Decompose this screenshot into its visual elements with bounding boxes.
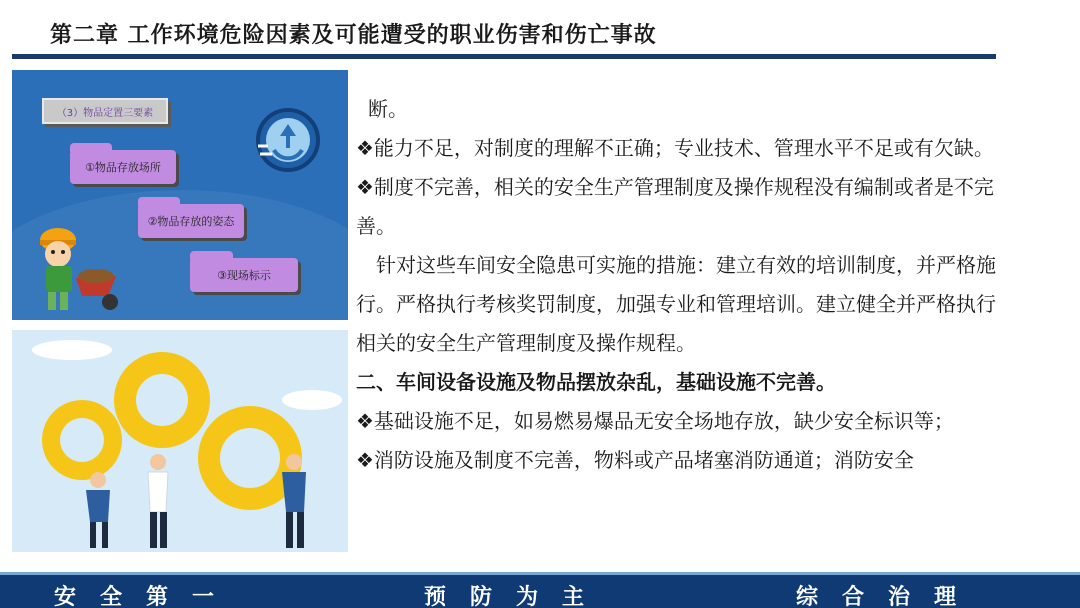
page-title: 第二章 工作环境危险因素及可能遭受的职业伤害和伤亡事故 [50, 23, 657, 48]
slogan-comprehensive-governance: 综合治理 [796, 585, 981, 608]
slogan-safety-first: 安全第一 [54, 585, 239, 608]
folder-site-marking: ③现场标示 [190, 258, 298, 292]
body-text [356, 90, 996, 480]
slogan-footer [0, 572, 1080, 608]
bullet-imperfect-system: ❖制度不完善，相关的安全生产管理制度及操作规程没有编制或者是不完善。 [356, 175, 994, 238]
folder-storage-location: ①物品存放场所 [70, 150, 176, 184]
slogan-prevention: 预防为主 [424, 585, 609, 608]
bullet-insufficient-ability: ❖能力不足，对制度的理解不正确；专业技术、管理水平不足或有欠缺。 [356, 136, 994, 160]
folder-storage-posture: ②物品存放的姿态 [138, 204, 244, 238]
bullet-infrastructure: ❖基础设施不足，如易燃易爆品无安全场地存放，缺少安全标识等； [356, 409, 954, 433]
three-elements-tag: （3）物品定置三要素 [42, 98, 168, 124]
placement-elements-illustration [12, 70, 348, 320]
bullet-fire-safety: ❖消防设施及制度不完善，物料或产品堵塞消防通道；消防安全 [356, 448, 914, 472]
worker-with-wheelbarrow-icon [30, 220, 126, 316]
text-line-continuation: 断。 [368, 97, 408, 121]
title-divider [12, 54, 996, 59]
recycle-icon [252, 104, 324, 176]
measures-paragraph: 针对这些车间安全隐患可实施的措施：建立有效的培训制度，并严格施行。严格执行考核奖罚制度，加强专业和管理培训。建立健全并严格执行相关的安全生产管理制度及操作规程。 [356, 253, 996, 355]
slide-header [0, 0, 1080, 66]
teamwork-gears-illustration [12, 330, 348, 552]
section-heading-two: 二、车间设备设施及物品摆放杂乱，基础设施不完善。 [356, 370, 836, 394]
